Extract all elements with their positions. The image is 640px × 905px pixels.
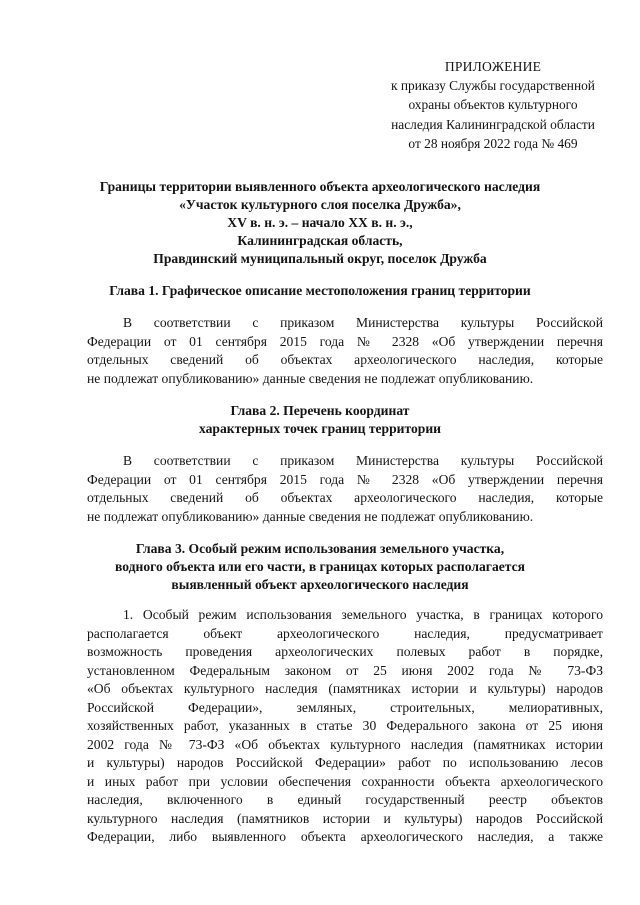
appendix-line: наследия Калининградской области [391, 116, 595, 132]
paragraph-line: хозяйственных работ, указанных в статье 30 Федерального закона от 25 июня [87, 718, 603, 733]
chapter-3-paragraph [87, 606, 603, 847]
title-line: Границы территории выявленного объекта археологического наследия [99, 179, 541, 194]
appendix-line: к приказу Службы государственной [391, 78, 595, 94]
chapter-heading-line: Глава 2. Перечень координат [230, 403, 410, 418]
appendix-block [378, 57, 608, 153]
paragraph-line: возможность проведения археологических полевых работ в порядке, [87, 644, 603, 659]
chapter-heading-line: выявленный объект археологического наследия [171, 577, 469, 592]
paragraph-line: и иных работ при условии обеспечения сохранности объекта археологического [87, 773, 603, 789]
chapter-1-paragraph [87, 314, 603, 388]
paragraph-line: не подлежат опубликованию» данные сведения не подлежат опубликованию. [87, 508, 534, 524]
appendix-line: охраны объектов культурного [408, 97, 578, 113]
paragraph-line: располагается объект археологического наследия, предусматривает [87, 625, 603, 641]
paragraph-line: «Об объектах культурного наследия (памятниках истории и культуры) народов [87, 681, 603, 696]
chapter-3-heading [60, 540, 580, 594]
title-line: «Участок культурного слоя поселка Дружба», [179, 197, 461, 212]
paragraph-line: отдельных сведений об объектах археологического наследия, которые [87, 352, 603, 367]
appendix-heading: ПРИЛОЖЕНИЕ [444, 59, 542, 74]
paragraph-line: Российской Федерации», земляных, строительных, мелиоративных, [87, 699, 603, 715]
paragraph-line: 1. Особый режим использования земельного участка, в границах которого [123, 607, 603, 622]
chapter-1-heading [60, 282, 580, 300]
paragraph-line: не подлежат опубликованию» данные сведения не подлежат опубликованию. [87, 370, 534, 386]
title-line: Правдинский муниципальный округ, поселок Дружба [153, 251, 487, 266]
paragraph-line: установленном Федеральным законом от 25 июня 2002 года № 73-ФЗ [87, 662, 603, 678]
chapter-heading-line: водного объекта или его части, в границах которых располагается [114, 559, 526, 574]
chapter-2-paragraph [87, 452, 603, 526]
paragraph-line: Федерации от 01 сентября 2015 года № 2328 «Об утверждении перечня [87, 471, 603, 487]
chapter-heading-line: Глава 3. Особый режим использования земельного участка, [135, 541, 505, 556]
paragraph-line: Федерации, либо выявленного объекта археологического наследия, а также [87, 829, 603, 844]
paragraph-line: отдельных сведений об объектах археологического наследия, которые [87, 490, 603, 505]
chapter-heading-line: характерных точек границ территории [199, 421, 441, 436]
paragraph-line: В соответствии с приказом Министерства культуры Российской [123, 453, 603, 468]
chapter-heading-line: Глава 1. Графическое описание местоположения границ территории [109, 283, 531, 298]
paragraph-line: Федерации от 01 сентября 2015 года № 2328 «Об утверждении перечня [87, 333, 603, 349]
chapter-2-heading [60, 402, 580, 438]
paragraph-line: и культуры) народов Российской Федерации» работ по использованию лесов [87, 755, 603, 770]
title-line: Калининградская область, [237, 233, 403, 248]
paragraph-line: культурного наследия (памятников истории и культуры) народов Российской [87, 810, 603, 826]
paragraph-line: 2002 года № 73-ФЗ «Об объектах культурного наследия (памятниках истории [87, 736, 603, 752]
paragraph-line: наследия, включенного в единый государственный реестр объектов [87, 792, 603, 807]
title-line: XV в. н. э. – начало XX в. н. э., [227, 215, 413, 230]
document-title [60, 178, 580, 268]
paragraph-line: В соответствии с приказом Министерства культуры Российской [123, 315, 603, 330]
appendix-line: от 28 ноября 2022 года № 469 [408, 135, 578, 151]
